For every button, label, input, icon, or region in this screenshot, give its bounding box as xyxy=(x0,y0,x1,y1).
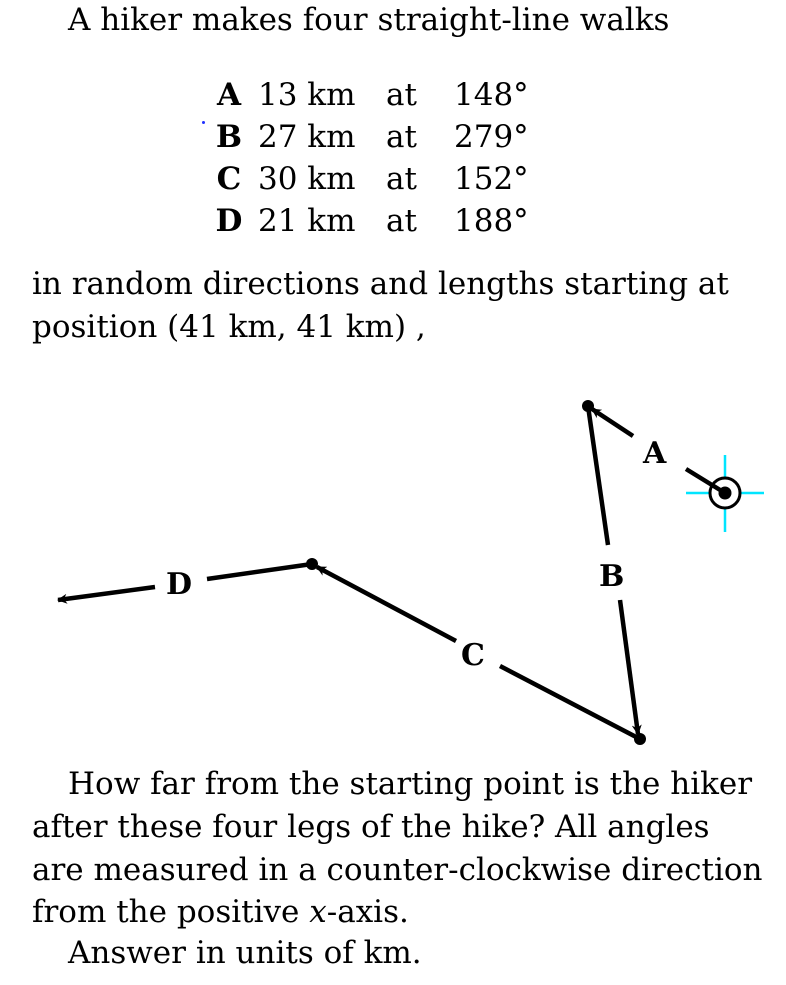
vector-d-label: D xyxy=(166,567,193,602)
question-line-4-start: from the positive xyxy=(32,894,310,930)
walk-label: A xyxy=(216,77,242,113)
walk-length: 27 km xyxy=(258,119,356,155)
start-marker xyxy=(686,455,764,532)
walk-angle: 148° xyxy=(454,77,529,113)
vector-c xyxy=(306,558,640,739)
walk-at: at xyxy=(386,161,417,197)
vector-b xyxy=(588,406,646,745)
question-line-3: are measured in a counter-clockwise direction xyxy=(32,852,763,888)
vector-c-tail xyxy=(500,666,640,739)
question-line-4 xyxy=(32,894,409,930)
answer-units: Answer in units of km. xyxy=(68,935,422,971)
walk-at: at xyxy=(386,119,417,155)
walk-at: at xyxy=(386,77,417,113)
vector-b-tail xyxy=(588,406,608,545)
vector-a-head xyxy=(592,409,633,436)
vector-c-head xyxy=(317,567,456,641)
vector-d-head xyxy=(58,587,155,600)
description-line-1: in random directions and lengths starting at xyxy=(32,266,729,302)
x-variable: x xyxy=(309,894,327,930)
vector-d xyxy=(58,564,312,602)
walk-at: at xyxy=(386,203,417,239)
description-line-2: position (41 km, 41 km) , xyxy=(32,309,426,345)
intro-text: A hiker makes four straight-line walks xyxy=(68,2,670,38)
question-line-2: after these four legs of the hike? All angles xyxy=(32,809,710,845)
vector-d-tail xyxy=(207,564,312,579)
walk-length: 21 km xyxy=(258,203,356,239)
walk-angle: 279° xyxy=(454,119,529,155)
walk-length: 13 km xyxy=(258,77,356,113)
walk-length: 30 km xyxy=(258,161,356,197)
vector-b-label: B xyxy=(599,559,625,594)
walk-label: B xyxy=(215,119,243,155)
question-line-4-end: -axis. xyxy=(326,894,409,930)
vector-a xyxy=(582,400,725,493)
vector-c-label: C xyxy=(461,638,485,673)
question-line-1: How far from the starting point is the hiker xyxy=(68,766,753,802)
walk-angle: 152° xyxy=(454,161,529,197)
vector-a-label: A xyxy=(643,436,667,471)
walk-angle: 188° xyxy=(454,203,529,239)
walk-label: C xyxy=(216,161,242,197)
walk-label: D xyxy=(215,203,243,239)
vector-b-head xyxy=(620,600,638,734)
